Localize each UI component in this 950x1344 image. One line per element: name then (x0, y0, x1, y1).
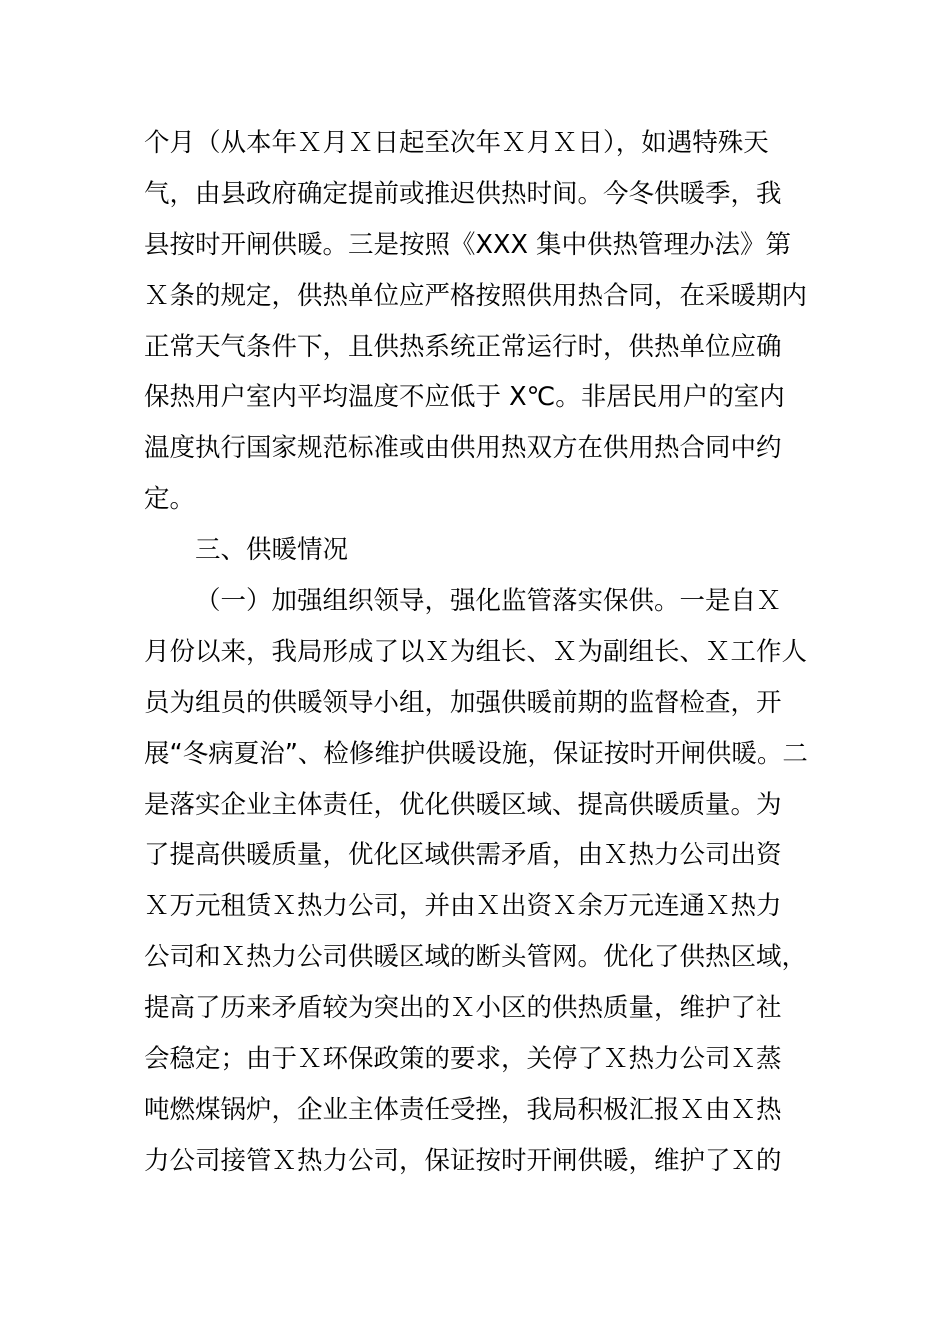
text-line: 会稳定；由于Ｘ环保政策的要求，关停了Ｘ热力公司Ｘ蒸 (144, 1044, 782, 1075)
text-line: 个月（从本年Ｘ月Ｘ日起至次年Ｘ月Ｘ日），如遇特殊天 (144, 128, 769, 158)
text-line: 月份以来，我局形成了以Ｘ为组长、Ｘ为副组长、Ｘ工作人 (144, 636, 808, 667)
text-line: 保热用户室内平均温度不应低于 X℃。非居民用户的室内 (144, 382, 785, 413)
text-line: 提高了历来矛盾较为突出的Ｘ小区的供热质量，维护了社 (144, 993, 782, 1024)
text-line: 温度执行国家规范标准或由供用热双方在供用热合同中约 (144, 433, 782, 464)
text-line: 气，由县政府确定提前或推迟供热时间。今冬供暖季，我 (144, 178, 782, 209)
text-line: 定。 (144, 484, 196, 515)
text-line: 正常天气条件下，且供热系统正常运行时，供热单位应确 (144, 331, 782, 362)
text-line: 县按时开闸供暖。三是按照《XXX 集中供热管理办法》第 (144, 229, 792, 260)
text-line: Ｘ条的规定，供热单位应严格按照供用热合同，在采暖期内 (144, 280, 808, 311)
subsection-heading-line: （一）加强组织领导，强化监管落实保供。一是自Ｘ (195, 586, 782, 617)
text-line: 力公司接管Ｘ热力公司，保证按时开闸供暖，维护了Ｘ的 (144, 1145, 782, 1176)
text-line: 了提高供暖质量，优化区域供需矛盾，由Ｘ热力公司出资 (144, 840, 782, 871)
text-line: 吨燃煤锅炉，企业主体责任受挫，我局积极汇报Ｘ由Ｘ热 (144, 1094, 782, 1125)
text-line: 公司和Ｘ热力公司供暖区域的断头管网。优化了供热区域， (144, 942, 808, 973)
text-line: 是落实企业主体责任，优化供暖区域、提高供暖质量。为 (144, 789, 782, 820)
text-line: 员为组员的供暖领导小组，加强供暖前期的监督检查，开 (144, 687, 782, 718)
text-line: Ｘ万元租赁Ｘ热力公司，并由Ｘ出资Ｘ余万元连通Ｘ热力 (144, 891, 782, 922)
body-text (144, 118, 834, 1187)
text-line: 展“冬病夏治”、检修维护供暖设施，保证按时开闸供暖。二 (144, 738, 808, 769)
section-heading: 三、供暖情况 (195, 535, 349, 566)
